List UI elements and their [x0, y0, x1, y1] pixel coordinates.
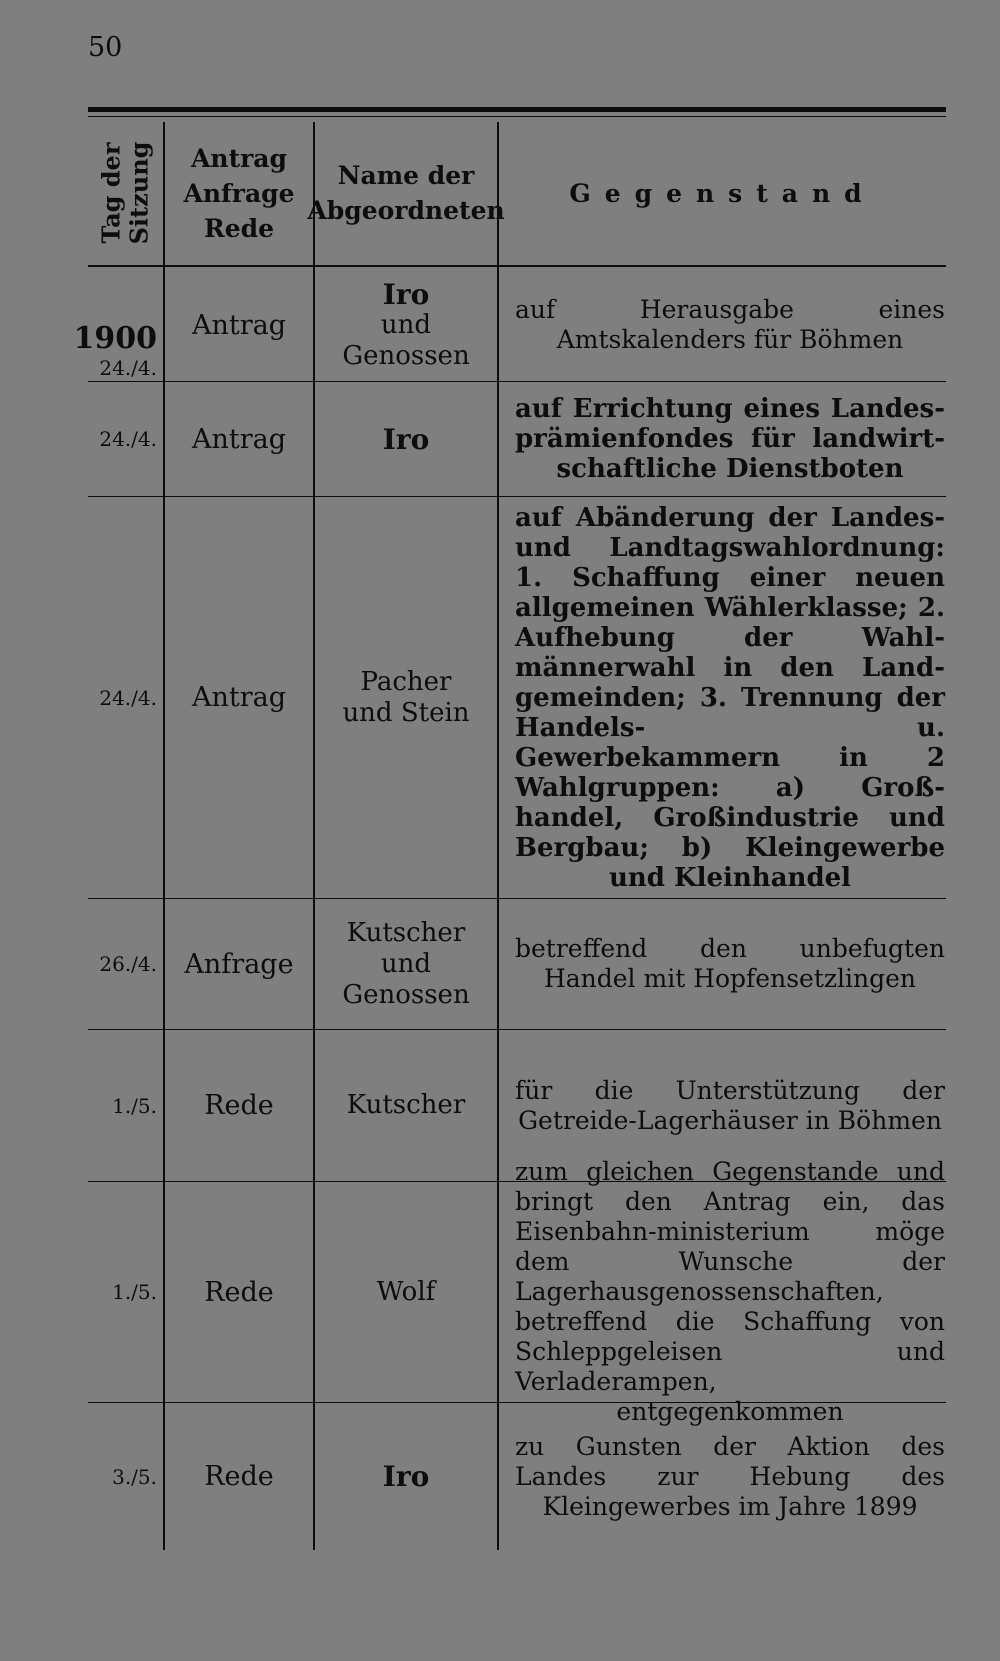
table-row-kind: Anfrage: [184, 948, 294, 980]
subject-text: für die Unterstützung der Getreide-Lagerhäuser in Böhmen: [515, 1075, 945, 1135]
header-kind-rede: Rede: [203, 213, 275, 243]
page-number: 50: [88, 32, 123, 63]
deputy-name: Iro: [382, 1460, 430, 1493]
header-subject-cell: [499, 122, 946, 264]
table-row-name: [315, 270, 497, 380]
year-label: 1900: [73, 321, 157, 356]
header-subject-label: Gegenstand: [569, 178, 876, 208]
subject-text: auf Errichtung eines Landes-prämienfondes für landwirt-schaftliche Dienstboten: [515, 394, 945, 484]
table-row-kind: Rede: [204, 1090, 274, 1121]
table-row-name: [315, 1182, 497, 1402]
table-row-kind: Antrag: [191, 423, 287, 455]
table-row-kind: Antrag: [191, 309, 287, 341]
table-row-name: [315, 1403, 497, 1550]
deputy-name: Iro: [382, 277, 430, 311]
deputy-name: Iro: [382, 422, 430, 456]
header-kind-anfrage: Anfrage: [183, 178, 295, 208]
table-row-kind: Rede: [204, 1461, 274, 1492]
table-row-name: [315, 497, 497, 898]
subject-text: betreffend den unbefugten Handel mit Hopfensetzlingen: [515, 934, 945, 993]
deputy-name-suffix: und Stein: [342, 697, 470, 728]
table-row-subject: [515, 382, 945, 496]
table-row-subject: [515, 497, 945, 898]
header-kind-antrag: Antrag: [191, 143, 287, 173]
date-value: 24./4.: [99, 356, 157, 380]
deputy-name-suffix: und Genossen: [342, 948, 470, 1010]
deputy-name: Kutscher: [346, 917, 466, 948]
header-name-line1: Name der: [337, 161, 475, 190]
table-row-date: 24./4.: [99, 427, 157, 451]
subject-text: auf Abänderung der Landes- und Landtagswahlordnung: 1. Schaffung einer neuen allgemeinen Wählerklasse; 2. Aufhebung der Wahl-männerwahl in den Land-gemeinden; 3. Trennung der Handels- u. Gewerbekammern in 2 Wahlgruppen: a) Groß-handel, Großindustrie und Bergbau; b) Kleingewerbe und Kleinhandel: [515, 502, 945, 893]
deputy-name: Pacher: [360, 666, 452, 697]
table-row-name: [315, 1030, 497, 1181]
subject-text: zu Gunsten der Aktion des Landes zur Hebung des Kleingewerbes im Jahre 1899: [515, 1431, 945, 1521]
table-row-subject: [515, 1157, 945, 1426]
table-row-subject: [515, 270, 945, 380]
header-bottom-rule: [88, 265, 946, 267]
top-thick-rule: [88, 107, 946, 112]
table-row-date: 24./4.: [99, 685, 157, 710]
column-divider-3: [497, 122, 499, 1550]
table-row-kind: Antrag: [191, 682, 287, 713]
table-row-name: [315, 382, 497, 496]
deputy-name-suffix: und Genossen: [342, 309, 470, 371]
table-row-date: 1./5.: [112, 1280, 157, 1304]
header-name-cell: [307, 122, 505, 264]
deputy-name: Wolf: [376, 1276, 436, 1307]
header-name-line2: Abgeordneten: [307, 196, 505, 225]
header-date-cell: [88, 122, 163, 264]
subject-text: auf Herausgabe eines Amtskalenders für Böhmen: [515, 295, 945, 354]
table-row-subject: [515, 1403, 945, 1550]
table-row-date: 26./4.: [99, 952, 157, 976]
subject-text: zum gleichen Gegenstande und bringt den Antrag ein, das Eisenbahn-ministerium möge dem Wunsche der Lagerhausgenossenschaften, betreffend die Schaffung von Schleppgeleisen und Verladerampen, entgegenkommen: [515, 1157, 945, 1426]
deputy-name: Kutscher: [346, 1090, 466, 1120]
table-row-date: [73, 270, 163, 380]
header-date-label: Tag der Sitzung: [96, 141, 154, 245]
table-row-name: [315, 899, 497, 1029]
table-row-date: 3./5.: [112, 1464, 157, 1489]
table-row-kind: Rede: [204, 1276, 274, 1308]
table-row-date: 1./5.: [112, 1093, 157, 1118]
top-thin-rule: [88, 116, 946, 117]
table-row-subject: [515, 899, 945, 1029]
header-kind-cell: [165, 122, 313, 264]
